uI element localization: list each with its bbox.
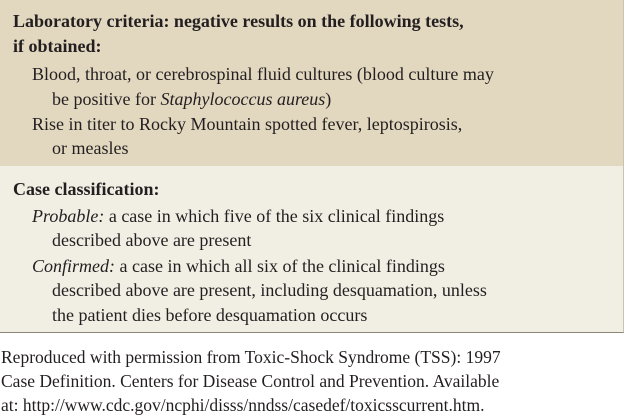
- probable-line2: described above are present: [52, 230, 252, 250]
- lab-item-cultures-suffix: ): [325, 89, 332, 109]
- lab-item-titer-line1: Rise in titer to Rocky Mountain spotted fever, leptospirosis,: [32, 114, 463, 134]
- lab-item-cultures-line2: [52, 88, 331, 110]
- confirmed-line3: the patient dies before desquamation occurs: [52, 305, 368, 325]
- confirmed-text: a case in which all six of the clinical findings: [115, 256, 445, 276]
- confirmed-line1: [32, 255, 445, 277]
- probable-line1: [32, 205, 444, 227]
- footer-citation-line2: Case Definition. Centers for Disease Control and Prevention. Available: [1, 371, 500, 391]
- lab-item-cultures-line1: Blood, throat, or cerebrospinal fluid cultures (blood culture may: [32, 64, 494, 84]
- lab-item-cultures-prefix: be positive for: [52, 89, 161, 109]
- probable-label: Probable:: [32, 206, 105, 226]
- footer-citation-line3: at: http://www.cdc.gov/ncphi/disss/nndss/casedef/toxicsscurrent.htm.: [1, 395, 485, 415]
- case-classification-heading: Case classification:: [13, 179, 160, 199]
- probable-text: a case in which five of the six clinical findings: [104, 206, 445, 226]
- confirmed-line2: described above are present, including desquamation, unless: [52, 280, 487, 300]
- case-classification-section: [0, 166, 623, 332]
- footer-citation-line1: Reproduced with permission from Toxic-Shock Syndrome (TSS): 1997: [1, 347, 501, 367]
- lab-item-titer-line2: or measles: [52, 138, 129, 158]
- confirmed-label: Confirmed:: [32, 256, 115, 276]
- laboratory-criteria-heading-line1: Laboratory criteria: negative results on the following tests,: [13, 11, 464, 31]
- laboratory-criteria-heading-line2: if obtained:: [13, 36, 102, 56]
- laboratory-criteria-section: [0, 0, 623, 166]
- organism-name: Staphylococcus aureus: [160, 89, 326, 109]
